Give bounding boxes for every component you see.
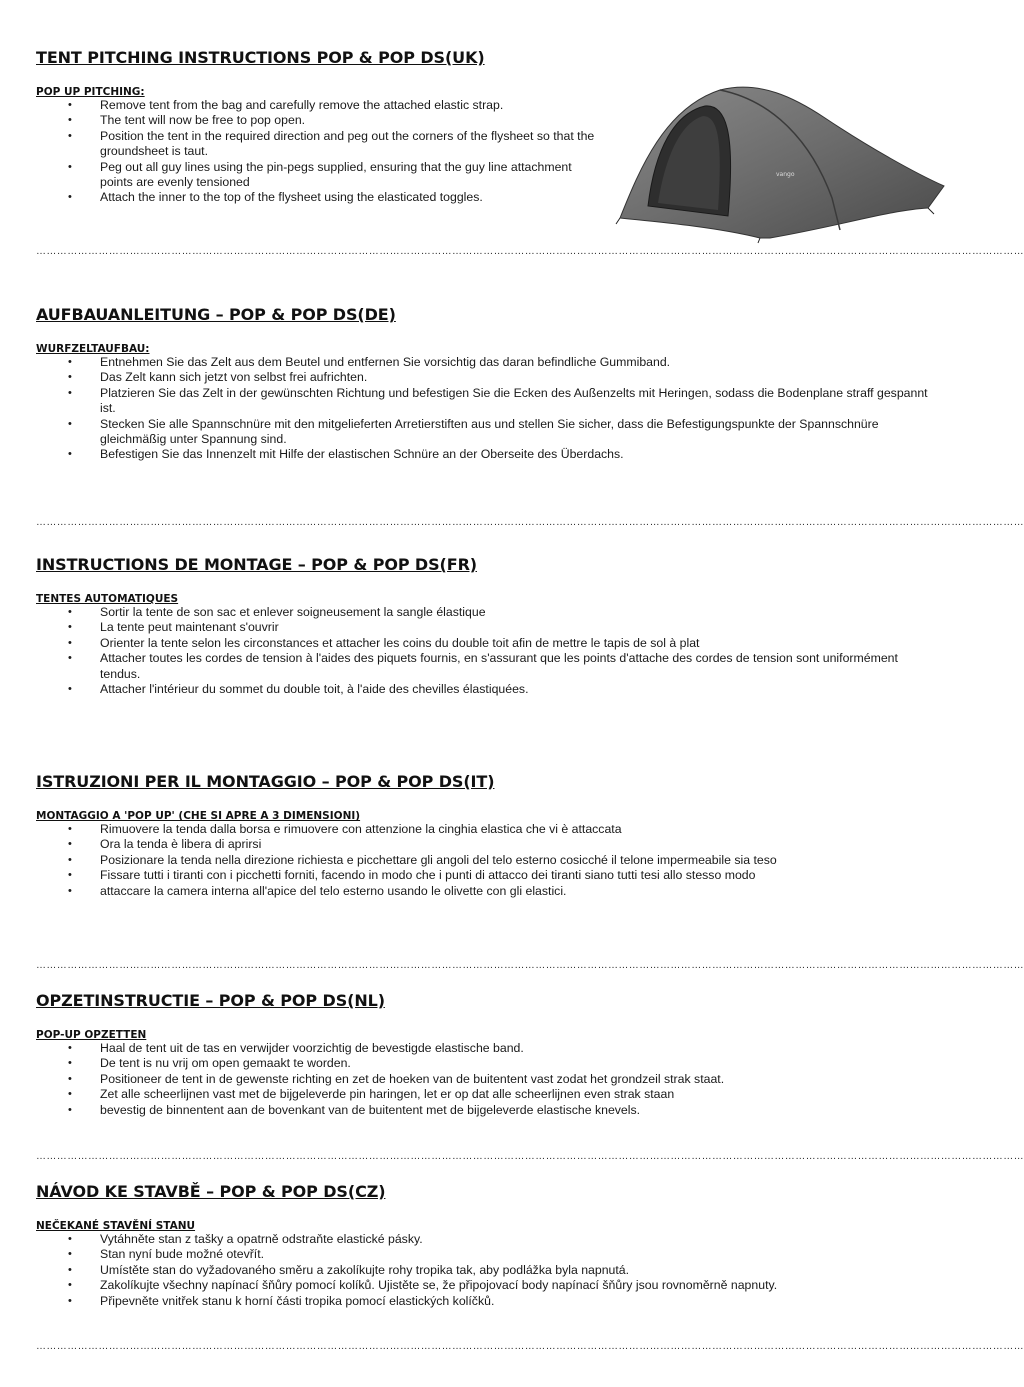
section-subtitle: POP-UP OPZETTEN bbox=[36, 1029, 147, 1041]
dotted-separator: …………………………………………………………………………………………………………………………………………………………………………………………………………………………………………………………… bbox=[36, 1341, 1024, 1352]
bullet-icon: • bbox=[68, 114, 72, 127]
bullet-icon: • bbox=[68, 823, 72, 835]
bullet-icon: • bbox=[68, 191, 72, 204]
list-item: • The tent will now be free to pop open. bbox=[68, 113, 306, 128]
section-de bbox=[36, 305, 946, 463]
bullet-icon: • bbox=[68, 1088, 72, 1101]
bullet-icon: • bbox=[68, 606, 72, 618]
bullet-icon: • bbox=[68, 652, 72, 665]
section-uk bbox=[36, 48, 596, 206]
section-fr bbox=[36, 555, 916, 697]
list-item: • Sortir la tente de son sac et enlever soigneusement la sangle élastique bbox=[68, 605, 486, 619]
bullet-icon: • bbox=[68, 417, 72, 430]
dotted-separator: …………………………………………………………………………………………………………………………………………………………………………………………………………………………………………………………… bbox=[36, 517, 1024, 528]
section-subtitle: NEČEKANÉ STAVĚNÍ STANU bbox=[36, 1220, 196, 1232]
section-nl bbox=[36, 991, 916, 1118]
section-title: OPZETINSTRUCTIE – POP & POP DS(NL) bbox=[36, 991, 385, 1010]
dotted-separator: …………………………………………………………………………………………………………………………………………………………………………………………………………………………………………………………… bbox=[36, 960, 1024, 971]
list-item: • Posizionare la tenda nella direzione richiesta e picchettare gli angoli del telo esterno cosicché il telone impermeabile sia teso bbox=[68, 852, 777, 867]
list-item: • Position the tent in the required direction and peg out the corners of the flysheet so that the groundsheet is taut. bbox=[68, 128, 595, 159]
bullet-icon: • bbox=[68, 99, 72, 111]
bullet-icon: • bbox=[68, 1248, 72, 1261]
section-title: ISTRUZIONI PER IL MONTAGGIO – POP & POP DS(IT) bbox=[36, 772, 495, 791]
bullet-icon: • bbox=[68, 386, 72, 399]
section-subtitle: POP UP PITCHING: bbox=[36, 86, 145, 98]
bullet-icon: • bbox=[68, 1279, 72, 1292]
bullet-icon: • bbox=[68, 1294, 72, 1307]
list-item: • Positioneer de tent in de gewenste richting en zet de hoeken van de buitentent vast zodat het grondzeil strak staat. bbox=[68, 1071, 725, 1086]
section-title: NÁVOD KE STAVBĚ – POP & POP DS(CZ) bbox=[36, 1182, 386, 1201]
bullet-icon: • bbox=[68, 448, 72, 461]
instruction-list bbox=[36, 822, 926, 899]
list-item: • Peg out all guy lines using the pin-pegs supplied, ensuring that the guy line attachment points are evenly tensioned bbox=[68, 159, 572, 190]
instruction-list bbox=[36, 355, 946, 463]
list-item: • De tent is nu vrij om open gemaakt te worden. bbox=[68, 1056, 351, 1071]
bullet-icon: • bbox=[68, 356, 72, 368]
list-item: • Fissare tutti i tiranti con i picchetti forniti, facendo in modo che i punti di attacco dei tiranti siano tutti tesi allo stesso modo bbox=[68, 868, 756, 883]
bullet-icon: • bbox=[68, 1263, 72, 1276]
list-item: • bevestig de binnentent aan de bovenkant van de buitentent met de bijgeleverde elastische knevels. bbox=[68, 1102, 641, 1117]
instruction-list bbox=[36, 605, 916, 697]
list-item: • Orienter la tente selon les circonstances et attacher les coins du double toit afin de mettre le tapis de sol à plat bbox=[68, 635, 700, 650]
section-title: TENT PITCHING INSTRUCTIONS POP & POP DS(UK) bbox=[36, 48, 485, 67]
list-item: • Stan nyní bude možné otevřít. bbox=[68, 1247, 265, 1262]
instruction-list bbox=[36, 1041, 916, 1118]
bullet-icon: • bbox=[68, 371, 72, 384]
list-item: • Befestigen Sie das Innenzelt mit Hilfe der elastischen Schnüre an der Oberseite des Überdachs. bbox=[68, 447, 624, 462]
bullet-icon: • bbox=[68, 1072, 72, 1085]
section-title: AUFBAUANLEITUNG – POP & POP DS(DE) bbox=[36, 305, 396, 324]
list-item: • attaccare la camera interna all'apice del telo esterno usando le olivette con gli elastici. bbox=[68, 883, 567, 898]
bullet-icon: • bbox=[68, 129, 72, 142]
bullet-icon: • bbox=[68, 1233, 72, 1245]
list-item: • Attacher l'intérieur du sommet du double toit, à l'aide des chevilles élastiquées. bbox=[68, 682, 529, 697]
bullet-icon: • bbox=[68, 1103, 72, 1116]
list-item: • Stecken Sie alle Spannschnüre mit den mitgelieferten Arretierstiften aus und stellen Sie sicher, dass die Befestigungspunkte der Spannschnüre gleichmäßig unter Spannung sind. bbox=[68, 416, 879, 447]
list-item: • Vytáhněte stan z tašky a opatrně odstraňte elastické pásky. bbox=[68, 1232, 423, 1246]
list-item: • Připevněte vnitřek stanu k horní části tropika pomocí elastických kolíčků. bbox=[68, 1293, 495, 1308]
bullet-icon: • bbox=[68, 869, 72, 882]
list-item: • Entnehmen Sie das Zelt aus dem Beutel und entfernen Sie vorsichtig das daran befindliche Gummiband. bbox=[68, 355, 671, 369]
bullet-icon: • bbox=[68, 683, 72, 696]
bullet-icon: • bbox=[68, 853, 72, 866]
instruction-list bbox=[36, 98, 596, 206]
list-item: • Ora la tenda è libera di aprirsi bbox=[68, 837, 262, 852]
list-item: • Attach the inner to the top of the flysheet using the elasticated toggles. bbox=[68, 190, 483, 205]
list-item: • Attacher toutes les cordes de tension à l'aides des piquets fournis, en s'assurant que les points d'attache des cordes de tension sont uniformément tendus. bbox=[68, 651, 898, 681]
list-item: • La tente peut maintenant s'ouvrir bbox=[68, 620, 279, 635]
dotted-separator: …………………………………………………………………………………………………………………………………………………………………………………………………………………………………………………………… bbox=[36, 246, 1024, 257]
bullet-icon: • bbox=[68, 1057, 72, 1070]
instruction-list bbox=[36, 1232, 916, 1309]
list-item: • Remove tent from the bag and carefully remove the attached elastic strap. bbox=[68, 98, 504, 112]
bullet-icon: • bbox=[68, 160, 72, 173]
tent-photo bbox=[610, 78, 946, 243]
bullet-icon: • bbox=[68, 838, 72, 851]
bullet-icon: • bbox=[68, 636, 72, 649]
tent-brand-label: vango bbox=[776, 171, 795, 178]
section-subtitle: TENTES AUTOMATIQUES bbox=[36, 593, 179, 605]
bullet-icon: • bbox=[68, 1042, 72, 1054]
bullet-icon: • bbox=[68, 621, 72, 634]
section-it bbox=[36, 772, 926, 899]
dotted-separator: …………………………………………………………………………………………………………………………………………………………………………………………………………………………………………………………… bbox=[36, 1151, 1024, 1162]
list-item: • Zet alle scheerlijnen vast met de bijgeleverde pin haringen, let er op dat alle scheerlijnen even strak staan bbox=[68, 1087, 675, 1102]
section-title: INSTRUCTIONS DE MONTAGE – POP & POP DS(FR) bbox=[36, 555, 477, 574]
list-item: • Rimuovere la tenda dalla borsa e rimuovere con attenzione la cinghia elastica che vi è attaccata bbox=[68, 822, 622, 836]
bullet-icon: • bbox=[68, 884, 72, 897]
list-item: • Umístěte stan do vyžadovaného směru a zakolíkujte rohy tropika tak, aby podlážka byla napnutá. bbox=[68, 1262, 630, 1277]
list-item: • Zakolíkujte všechny napínací šňůry pomocí kolíků. Ujistěte se, že připojovací body napínací šňůry jsou rovnoměrně napnuty. bbox=[68, 1278, 778, 1293]
list-item: • Haal de tent uit de tas en verwijder voorzichtig de bevestigde elastische band. bbox=[68, 1041, 524, 1055]
list-item: • Das Zelt kann sich jetzt von selbst frei aufrichten. bbox=[68, 370, 368, 385]
section-cz bbox=[36, 1182, 916, 1309]
list-item: • Platzieren Sie das Zelt in der gewünschten Richtung und befestigen Sie die Ecken des Außenzelts mit Heringen, sodass die Bodenplane straff gespannt ist. bbox=[68, 385, 928, 416]
section-subtitle: MONTAGGIO A 'POP UP' (CHE SI APRE A 3 DIMENSIONI) bbox=[36, 810, 361, 822]
section-subtitle: WURFZELTAUFBAU: bbox=[36, 343, 150, 355]
